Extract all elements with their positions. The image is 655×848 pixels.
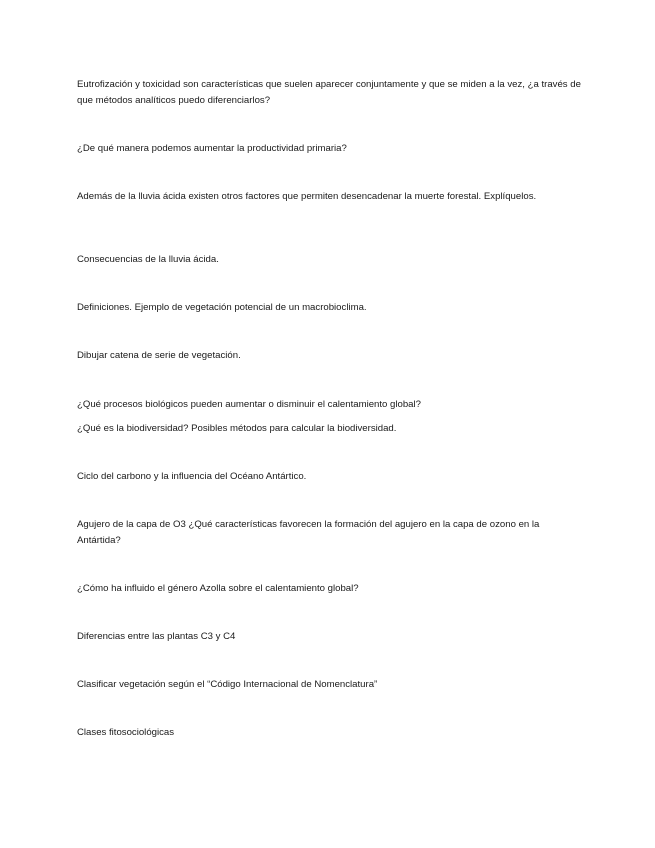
question-item: Definiciones. Ejemplo de vegetación potencial de un macrobioclima.	[77, 302, 367, 313]
question-item: Ciclo del carbono y la influencia del Océano Antártico.	[77, 471, 307, 482]
question-item: Clasificar vegetación según el “Código Internacional de Nomenclatura”	[77, 679, 378, 690]
question-item: Además de la lluvia ácida existen otros factores que permiten desencadenar la muerte forestal. Explíquelos.	[77, 191, 537, 202]
question-item: ¿Qué es la biodiversidad? Posibles métodos para calcular la biodiversidad.	[77, 423, 397, 434]
question-item: Eutrofización y toxicidad son características que suelen aparecer conjuntamente y que se miden a la vez, ¿a través de que métodos analíticos puedo diferenciarlos?	[77, 79, 581, 106]
question-item: Consecuencias de la lluvia ácida.	[77, 254, 219, 265]
question-item: ¿Cómo ha influido el género Azolla sobre el calentamiento global?	[77, 583, 359, 594]
question-item: ¿De qué manera podemos aumentar la productividad primaria?	[77, 143, 347, 154]
question-item: Clases fitosociológicas	[77, 727, 175, 738]
question-item: Dibujar catena de serie de vegetación.	[77, 350, 241, 361]
question-item: ¿Qué procesos biológicos pueden aumentar o disminuir el calentamiento global?	[77, 399, 421, 410]
question-item: Diferencias entre las plantas C3 y C4	[77, 631, 236, 642]
question-item: Agujero de la capa de O3 ¿Qué características favorecen la formación del agujero en la capa de ozono en la Antártida?	[77, 519, 540, 546]
